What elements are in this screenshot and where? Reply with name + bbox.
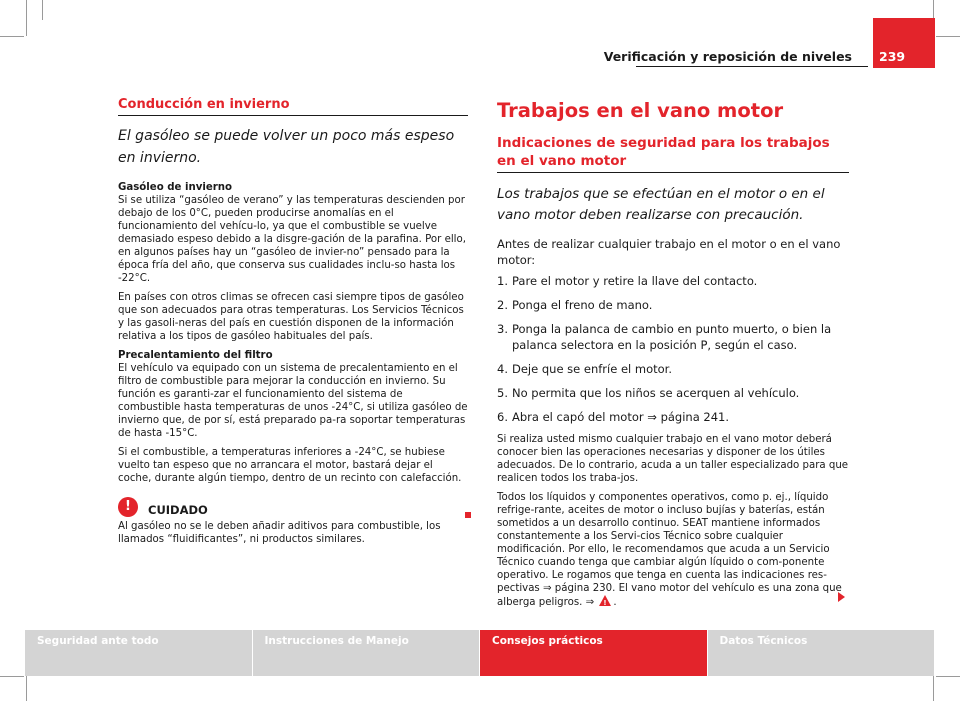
continue-arrow-icon [838,592,845,602]
paragraph: Si el combustible, a temperaturas inferiores a -24°C, se hubiese vuelto tan espeso que no arrancara el motor, bastará dejar el coche, durante algún tiempo, dentro de un recinto con calefacción. [118,447,462,484]
caution-title: CUIDADO [148,503,208,517]
paragraph: El vehículo va equipado con un sistema de precalentamiento en el filtro de combustible para mejorar la conducción en invierno. Su función es garanti-zar el funcionamiento del sistema de combustible hasta temperaturas de unos -24°C, si utiliza gasóleo de invierno que, de por sí, está preparado pa-ra soportar temperaturas de hasta -15°C. [118,363,468,439]
crop-mark [936,36,960,37]
chapter-heading: Trabajos en el vano motor [497,99,784,122]
footer-tab-practical-tips[interactable]: Consejos prácticos [480,630,708,676]
caution-header [118,497,468,517]
page-number: 239 [873,18,935,68]
header-rule [636,66,868,67]
list-item: 6. Abra el capó del motor ⇒ página 241. [497,410,730,424]
section-title: Indicaciones de seguridad para los trabajos en el vano motor [497,134,849,173]
subheading-winter-diesel: Gasóleo de invierno [118,182,233,193]
subheading-filter-preheating: Precalentamiento del filtro [118,350,273,361]
crop-mark [26,0,27,36]
section-lead: Los trabajos que se efectúan en el motor o en el vano motor deben realizarse con precaución. [497,186,825,223]
crop-mark [26,676,27,701]
list-item: 3. Ponga la palanca de cambio en punto muerto, o bien la palanca selectora en la posición P, según el caso. [497,322,832,352]
paragraph: Todos los líquidos y componentes operativos, como p. ej., líquido refrige-rante, aceites de motor o incluso bujías y baterías, están sometidos a un desarrollo continuo. SEAT mantiene informados constantemente a los Servi-cios Técnico sobre cualquier modificación. Por ello, le recomendamos que acuda a un Servicio Técnico cuando tenga que cambiar algún líquido o com-ponente operativo. Le rogamos que tenga en cuenta las indicaciones res-pectivas ⇒ página 230. El vano motor del vehículo es una zona que alberga peligros. ⇒ ! . [497,491,849,609]
list-item: 1. Pare el motor y retire la llave del contacto. [497,274,758,288]
footer-tab-safety[interactable]: Seguridad ante todo [25,630,253,676]
section-end-icon [465,512,471,518]
section-title: Conducción en invierno [118,97,468,116]
left-column [118,97,468,546]
paragraph: Si se utiliza “gasóleo de verano” y las temperaturas descienden por debajo de los 0°C, pueden producirse anomalías en el funcionamiento del vehícu-lo, ya que el combustible se vuelve demasiado espeso debido a la disgre-gación de la parafina. Por ello, en algunos países hay un “gasóleo de invier-no” pensado para la época fría del año, que conserva sus cualidades inclu-so hasta los -22°C. [118,195,466,284]
list-item: 2. Ponga el freno de mano. [497,298,653,312]
caution-text: Al gasóleo no se le deben añadir aditivos para combustible, los llamados “fluidificantes”, ni productos similares. [118,521,441,545]
crop-mark [0,36,24,37]
crop-mark [0,676,24,677]
footer-nav [25,630,935,676]
paragraph: Si realiza usted mismo cualquier trabajo en el vano motor deberá conocer bien las operaciones necesarias y disponer de los útiles adecuados. De lo contrario, acuda a un taller especializado para que realicen todos los traba-jos. [497,434,849,484]
caution-icon: ! [118,497,138,517]
list-item: 5. No permita que los niños se acerquen al vehículo. [497,386,800,400]
right-column [497,97,849,615]
crop-mark [42,0,43,20]
paragraph: En países con otros climas se ofrecen casi siempre tipos de gasóleo que son adecuados para otras temperaturas. Los Servicios Técnicos y las gasoli-neras del país en cuestión disponen de la información relativa a los tipos de gasóleo habituales del país. [118,292,464,342]
chapter-title: Verificación y reposición de niveles [603,49,852,64]
footer-tab-technical-data[interactable]: Datos Técnicos [708,630,936,676]
section-lead: El gasóleo se puede volver un poco más espeso en invierno. [118,128,455,166]
warning-icon [599,595,611,606]
crop-mark [933,676,934,701]
list-item: 4. Deje que se enfríe el motor. [497,362,673,376]
crop-mark [936,676,960,677]
steps-list [497,273,849,425]
steps-intro: Antes de realizar cualquier trabajo en el motor o en el vano motor: [497,237,841,267]
footer-tab-operating-instructions[interactable]: Instrucciones de Manejo [253,630,481,676]
